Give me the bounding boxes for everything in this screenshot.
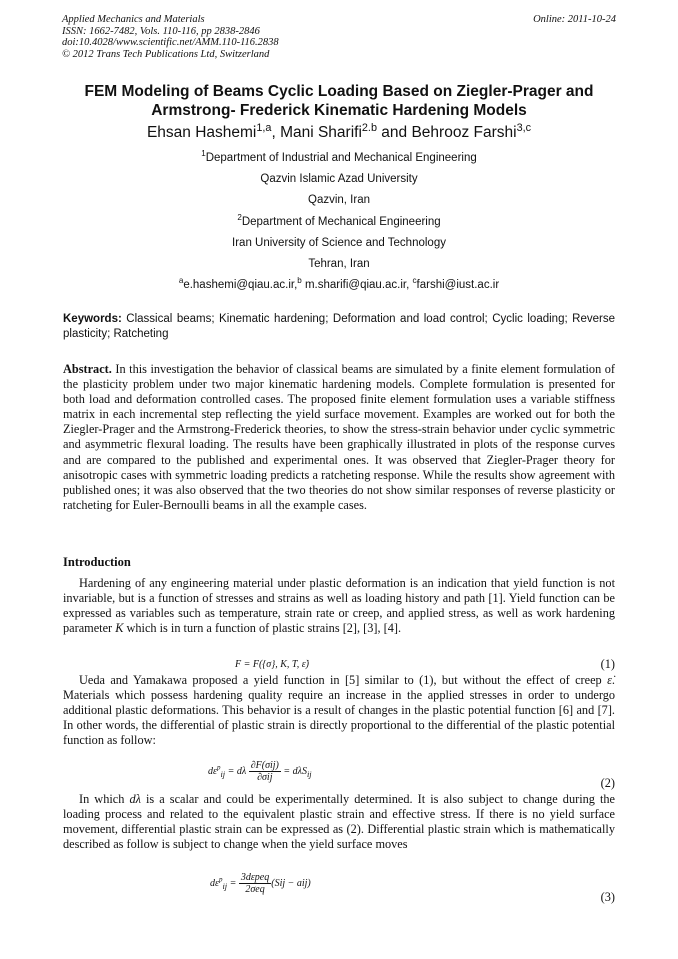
- keywords-text: Classical beams; Kinematic hardening; Deformation and load control; Cyclic loading; Reverse plasticity; Ratcheting: [63, 313, 615, 340]
- equation-3: $d\varepsilon^p_{ij}$ = $\frac{\text{3dεpeq}}{\text{2σeq}}$ (Sij − aij): [210, 872, 311, 895]
- equation-2-number: (2): [600, 776, 615, 790]
- abstract-text: In this investigation the behavior of classical beams are simulated by a finite element formulation of the plasticity problem under two major kinematic hardening models. Complete formulation is presented for both load and deformation controlled cases. The proposed finite element formulation uses a variable stiffness matrix in each incremental step reflecting the yield surface movement. Examples are worked out for both the Ziegler-Prager and the Armstrong-Frederick theories, to show the stress-strain behavior under cyclic symmetric and asymmetric flexural loading. The results have been graphically illustrated in plots of the response curves and are compared to the published and experimental ones. It was observed that Ziegler-Prager theory for anisotropic cases with symmetric loading predicts a ratcheting response. While the results show agreement with published ones; it was also observed that the two theories do not show similar responses of reverse plasticity or ratcheting for Euler-Bernoulli beams in all the example cases.: [63, 362, 615, 512]
- issn-line: ISSN: 1662-7482, Vols. 110-116, pp 2838-2846: [62, 25, 260, 37]
- equation-1-number: (1): [600, 657, 615, 671]
- affiliation-1-univ: Qazvin Islamic Azad University: [260, 173, 418, 186]
- author-3: Behrooz Farshi: [411, 124, 517, 141]
- intro-paragraph-1: Hardening of any engineering material under plastic deformation is an indication that yield function is not invariable, but is a function of stresses and strains as well as loading history and path [1]. Yield function can be expressed as variables such as temperature, strain rate or creep, and applied stress, as well as work hardening parameter K which is in turn a function of plastic strains [2], [3], [4].: [63, 576, 615, 636]
- author-2: Mani Sharifi: [280, 124, 362, 141]
- affiliation-1-dept: $^1$Department of Industrial and Mechanical Engineering: [201, 149, 477, 164]
- author-1: Ehsan Hashemi: [146, 124, 257, 141]
- abstract: [63, 362, 615, 513]
- author-2-sup: 2.b: [361, 121, 377, 134]
- journal-header: [62, 14, 279, 60]
- email-b[interactable]: m.sharifi@qiau.ac.ir,: [301, 279, 413, 292]
- email-a[interactable]: e.hashemi@qiau.ac.ir,: [183, 279, 298, 292]
- author-3-sup: 3,c: [516, 121, 532, 134]
- online-date: Online: 2011-10-24: [533, 14, 616, 25]
- doi-line: doi:10.4028/www.scientific.net/AMM.110-116.2838: [62, 37, 279, 49]
- equation-1: F = F({σ}, K, T, ε̇): [235, 659, 309, 670]
- affiliations: [40, 148, 638, 296]
- author-list: Ehsan Hashemi$^{1,a}$, Mani Sharifi$^{2.b}$ and Behrooz Farshi$^{3,c}$: [146, 121, 532, 141]
- affiliation-2-dept: $^2$Department of Mechanical Engineering: [237, 212, 441, 228]
- intro-paragraph-3: In which dλ is a scalar and could be experimentally determined. It is also subject to change during the loading process and related to the equivalent plastic strain and effective stress. If there is no yield surface movement, differential plastic strain can be expressed as (2). Differential plastic strain which is mathematically described as follow is subject to change when the yield surface moves: [63, 792, 615, 852]
- affiliation-2-univ: Iran University of Science and Technology: [232, 236, 446, 249]
- intro-paragraph-2: Ueda and Yamakawa proposed a yield function in [5] similar to (1), but without the effect of creep ε̇. Materials which possess hardening quality require an increase in the applied stresses in order to undergo additional plastic deformations. This behavior is a result of changes in the plastic potential function [6] and [7]. In other words, the differential of plastic strain is directly proportional to the differential of the plastic potential function as follow:: [63, 673, 615, 748]
- keywords: [63, 312, 615, 342]
- copyright-line: © 2012 Trans Tech Publications Ltd, Switzerland: [62, 48, 270, 60]
- journal-name: Applied Mechanics and Materials: [62, 14, 205, 25]
- title-line-1: FEM Modeling of Beams Cyclic Loading Based on Ziegler-Prager and: [84, 83, 594, 100]
- keywords-label: Keywords:: [63, 313, 122, 325]
- author-1-sup: 1,a: [256, 121, 272, 134]
- affiliation-2-city: Tehran, Iran: [308, 258, 370, 271]
- email-line: $^a$e.hashemi@qiau.ac.ir,$^b$ m.sharifi@qiau.ac.ir, $^c$farshi@iust.ac.ir: [178, 276, 500, 292]
- introduction-heading: Introduction: [63, 555, 131, 569]
- equation-3-fraction: $\frac{\text{3dεpeq}}{\text{2σeq}}$: [240, 872, 270, 895]
- title-line-2: Armstrong- Frederick Kinematic Hardening Models: [151, 102, 527, 119]
- equation-3-number: (3): [600, 890, 615, 904]
- paper-title: [40, 82, 638, 120]
- affiliation-1-city: Qazvin, Iran: [308, 194, 370, 207]
- abstract-label: Abstract.: [63, 362, 112, 376]
- equation-2-fraction: $\frac{\text{∂F(σij)}}{\text{∂σij}}$: [250, 760, 279, 783]
- equation-2: $d\varepsilon^p_{ij} = d\lambda$ $\frac{\text{∂F(σij)}}{\text{∂σij}}$ = dλS$_{ij}$: [208, 760, 312, 783]
- email-c[interactable]: farshi@iust.ac.ir: [416, 279, 500, 292]
